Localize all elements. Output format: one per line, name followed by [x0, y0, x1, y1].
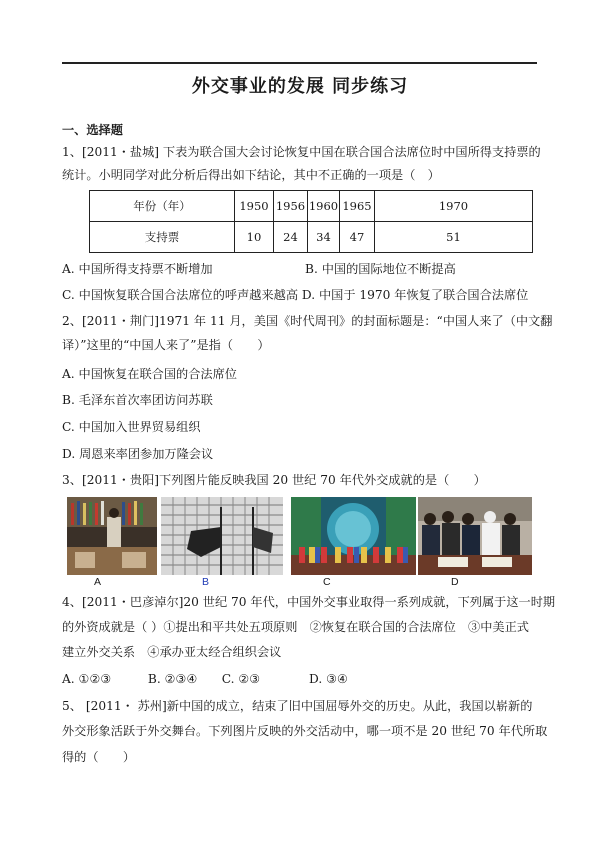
- q2-stem-line1: 2、[2011・荆门]1971 年 11 月，美国《时代周刊》的封面标题是：“中国人来了（中文翻: [62, 314, 553, 328]
- q4-stem-line2: 的外资成就是（ ）①提出和平共处五项原则 ②恢复在联合国的合法席位 ③中美正式: [62, 620, 529, 634]
- table-row: [90, 222, 533, 253]
- table-cell: 1960: [308, 191, 340, 222]
- q2-option-d: D. 周恩来率团参加万隆会议: [62, 447, 214, 461]
- photo-a-label: A: [94, 576, 102, 588]
- table-cell: 10: [235, 222, 274, 253]
- q1-option-b: B. 中国的国际地位不断提高: [305, 262, 456, 276]
- q2-stem-line2: 译）”这里的“中国人来了”是指（ ）: [62, 338, 270, 352]
- section-heading: 一、选择题: [62, 123, 123, 137]
- q5-stem-line1: 5、 [2011・ 苏州]新中国的成立，结束了旧中国屈辱外交的历史。从此，我国以崭新的: [62, 699, 533, 713]
- q1-option-cd: C. 中国恢复联合国合法席位的呼声越来越高 D. 中国于 1970 年恢复了联合国合法席位: [62, 288, 529, 302]
- photo-c-label: C: [323, 576, 331, 588]
- table-row: [90, 191, 533, 222]
- table-cell: 47: [340, 222, 375, 253]
- photo-d-signing: [418, 497, 532, 575]
- q5-stem-line3: 得的（ ）: [62, 750, 136, 764]
- q1-stem-line2: 统计。小明同学对此分析后得出如下结论，其中不正确的一项是（ ）: [62, 168, 440, 182]
- q1-option-a: A. 中国所得支持票不断增加: [62, 262, 213, 276]
- table-cell: 1956: [274, 191, 308, 222]
- photo-b-flags: [161, 497, 283, 575]
- table-cell: 51: [375, 222, 533, 253]
- q2-option-a: A. 中国恢复在联合国的合法席位: [62, 367, 237, 381]
- table-cell: 1970: [375, 191, 533, 222]
- table-header-year: 年份（年）: [90, 191, 235, 222]
- table-cell: 34: [308, 222, 340, 253]
- q1-stem-line1: 1、[2011・盐城] 下表为联合国大会讨论恢复中国在联合国合法席位时中国所得支持票的: [62, 145, 541, 159]
- table-cell: 1965: [340, 191, 375, 222]
- table-cell: 1950: [235, 191, 274, 222]
- table-header-votes: 支持票: [90, 222, 235, 253]
- photo-c-apec: [291, 497, 416, 575]
- q2-option-c: C. 中国加入世界贸易组织: [62, 420, 201, 434]
- page-title: 外交事业的发展 同步练习: [191, 76, 409, 97]
- header-rule: [62, 62, 537, 64]
- photo-b-label: B: [202, 576, 210, 588]
- vote-table: [89, 190, 533, 253]
- photo-a-un-assembly: [67, 497, 157, 575]
- table-cell: 24: [274, 222, 308, 253]
- q2-option-b: B. 毛泽东首次率团访问苏联: [62, 393, 213, 407]
- q4-options: A. ①②③ B. ②③④ C. ②③ D. ③④: [62, 672, 348, 686]
- q3-stem: 3、[2011・贵阳]下列图片能反映我国 20 世纪 70 年代外交成就的是（ ）: [62, 473, 486, 487]
- q5-stem-line2: 外交形象活跃于外交舞台。下列图片反映的外交活动中，哪一项不是 20 世纪 70 年代所取: [62, 724, 548, 738]
- q4-stem-line3: 建立外交关系 ④承办亚太经合组织会议: [62, 645, 282, 659]
- q4-stem-line1: 4、[2011・巴彦淖尔]20 世纪 70 年代，中国外交事业取得一系列成就，下列属于这一时期: [62, 595, 556, 609]
- photo-d-label: D: [451, 576, 459, 588]
